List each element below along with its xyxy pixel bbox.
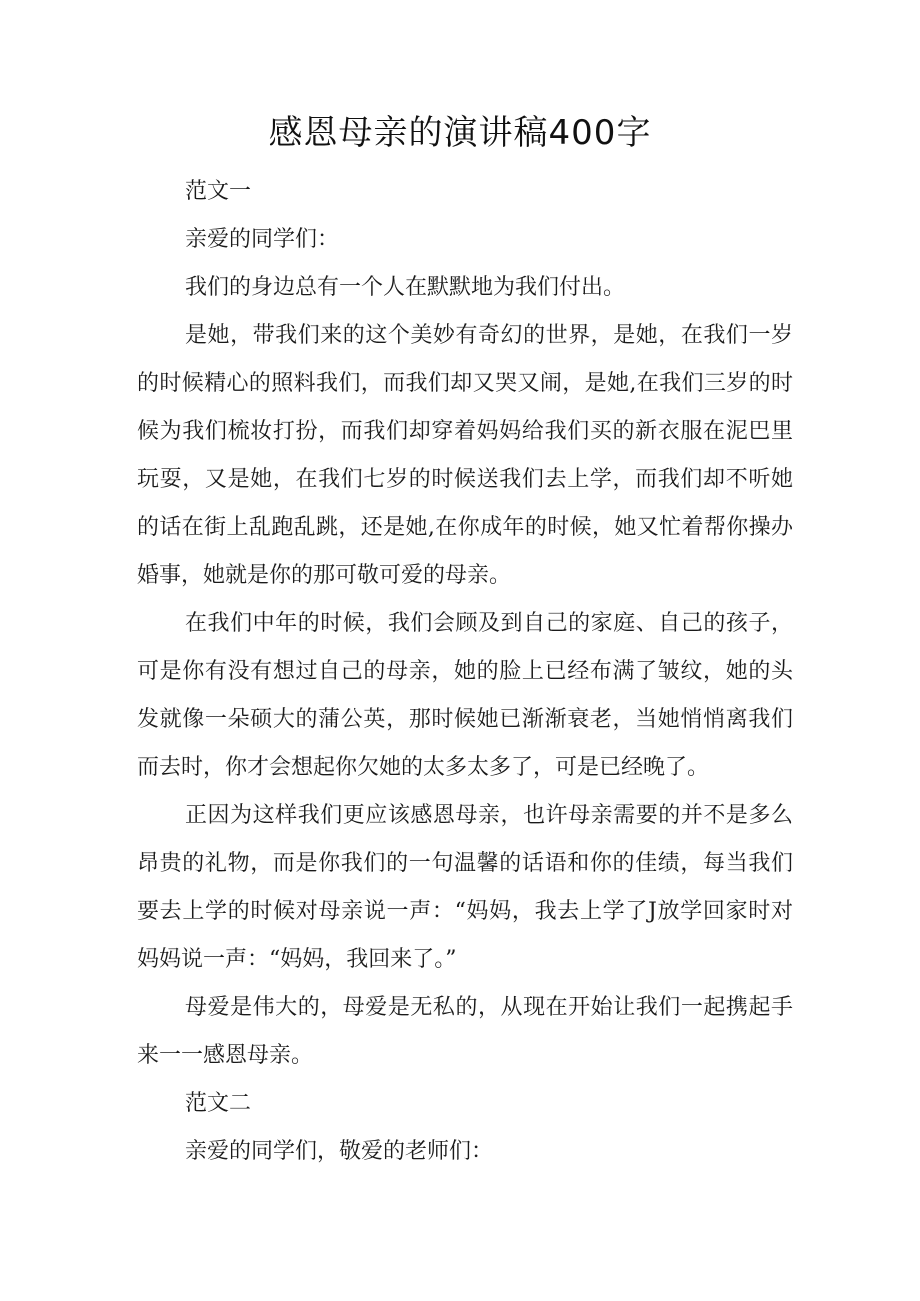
document-body — [137, 168, 793, 1176]
document-title: 感恩母亲的演讲稿400字 — [268, 113, 652, 153]
body-paragraph: 是她，带我们来的这个美妙有奇幻的世界，是她，在我们一岁的时候精心的照料我们，而我们却又哭又闹，是她,在我们三岁的时候为我们梳妆打扮，而我们却穿着妈妈给我们买的新衣服在泥巴里玩耍，又是她，在我们七岁的时候送我们去上学，而我们却不听她的话在街上乱跑乱跳，还是她,在你成年的时候，她又忙着帮你操办婚事，她就是你的那可敬可爱的母亲。 — [137, 323, 793, 588]
section-heading-fanwen-2: 范文二 — [185, 1091, 252, 1116]
body-paragraph: 在我们中年的时候，我们会顾及到自己的家庭、自己的孩子，可是你有没有想过自己的母亲，她的脸上已经布满了皱纹，她的头发就像一朵硕大的蒲公英，那时候她已渐渐衰老，当她悄悄离我们而去时，你才会想起你欠她的太多太多了，可是已经晚了。 — [137, 611, 793, 780]
section-heading-fanwen-1: 范文一 — [185, 179, 252, 204]
salutation-paragraph: 亲爱的同学们： — [185, 227, 340, 252]
body-paragraph: 正因为这样我们更应该感恩母亲，也许母亲需要的并不是多么昂贵的礼物，而是你我们的一句温馨的话语和你的佳绩，每当我们要去上学的时候对母亲说一声：“妈妈，我去上学了J放学回家时对妈妈说一声：“妈妈，我回来了。” — [137, 803, 793, 972]
body-paragraph: 我们的身边总有一个人在默默地为我们付出。 — [185, 275, 626, 300]
body-paragraph: 母爱是伟大的，母爱是无私的，从现在开始让我们一起携起手来一一感恩母亲。 — [137, 995, 793, 1068]
salutation-paragraph: 亲爱的同学们，敬爱的老师们： — [185, 1139, 494, 1164]
